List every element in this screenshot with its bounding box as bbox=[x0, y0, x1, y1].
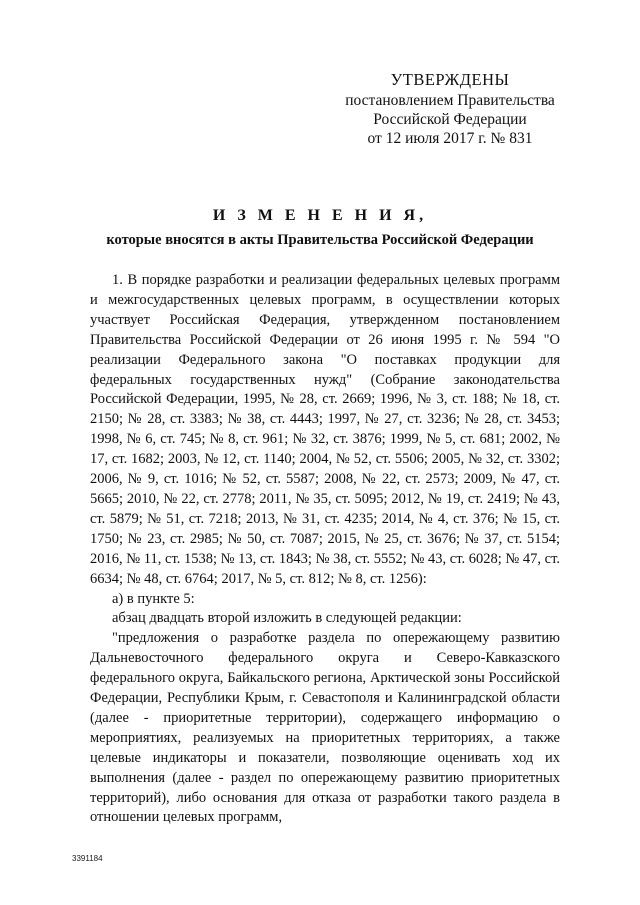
approval-line-2: Российской Федерации bbox=[373, 111, 527, 128]
document-title: И З М Е Н Е Н И Я, bbox=[212, 207, 428, 224]
approval-line-3: от 12 июля 2017 г. № 831 bbox=[367, 130, 533, 147]
paragraph-3: абзац двадцать второй изложить в следующей редакции: bbox=[112, 610, 462, 627]
approval-line-1: постановлением Правительства bbox=[345, 92, 555, 109]
paragraph-2: а) в пункте 5: bbox=[112, 590, 195, 607]
paragraph-4: "предложения о разработке раздела по опережающему развитию Дальневосточного федерального округа и Северо-Кавказского федерального округа, Байкальского региона, Арктической зоны Российской Федерации, Республики Крым, г. Севастополя и Калининградской области (далее - приоритетные территории), содержащего информацию о мероприятиях, реализуемых на приоритетных территориях, а также целевые индикаторы и показатели, позволяющие оценивать ход их выполнения (далее - раздел по опережающему развитию приоритетных территорий), либо основания для отказа от разработки такого раздела в отношении целевых программ, bbox=[90, 630, 560, 826]
approval-stamp bbox=[330, 70, 570, 148]
approval-heading: УТВЕРЖДЕНЫ bbox=[390, 70, 510, 89]
document-subtitle: которые вносятся в акты Правительства Российской Федерации bbox=[106, 232, 534, 248]
document-number: 3391184 bbox=[72, 854, 103, 863]
document-body bbox=[90, 271, 560, 828]
paragraph-1: 1. В порядке разработки и реализации федеральных целевых программ и межгосударственных целевых программ, в осуществлении которых участвует Российская Федерация, утвержденном постановлением Правительства Российской Федерации от 26 июня 1995 г. № 594 "О реализации Федерального закона "О поставках продукции для федеральных государственных нужд" (Собрание законодательства Российской Федерации, 1995, № 28, ст. 2669; 1996, № 3, ст. 188; № 18, ст. 2150; № 28, ст. 3383; № 38, ст. 4443; 1997, № 27, ст. 3236; № 28, ст. 3453; 1998, № 6, ст. 745; № 8, ст. 961; № 32, ст. 3876; 1999, № 5, ст. 681; 2002, № 17, ст. 1682; 2003, № 12, ст. 1140; 2004, № 52, ст. 5506; 2005, № 32, ст. 3302; 2006, № 9, ст. 1016; № 52, ст. 5587; 2008, № 22, ст. 2573; 2009, № 47, ст. 5665; 2010, № 22, ст. 2778; 2011, № 35, ст. 5095; 2012, № 19, ст. 2419; № 43, ст. 5879; № 51, ст. 7218; 2013, № 31, ст. 4235; 2014, № 4, ст. 376; № 15, ст. 1750; № 23, ст. 2985; № 50, ст. 7087; 2015, № 25, ст. 3676; № 37, ст. 5154; 2016, № 11, ст. 1538; № 13, ст. 1843; № 38, ст. 5552; № 43, ст. 6028; № 47, ст. 6634; № 48, ст. 6764; 2017, № 5, ст. 812; № 8, ст. 1256): bbox=[90, 272, 560, 587]
